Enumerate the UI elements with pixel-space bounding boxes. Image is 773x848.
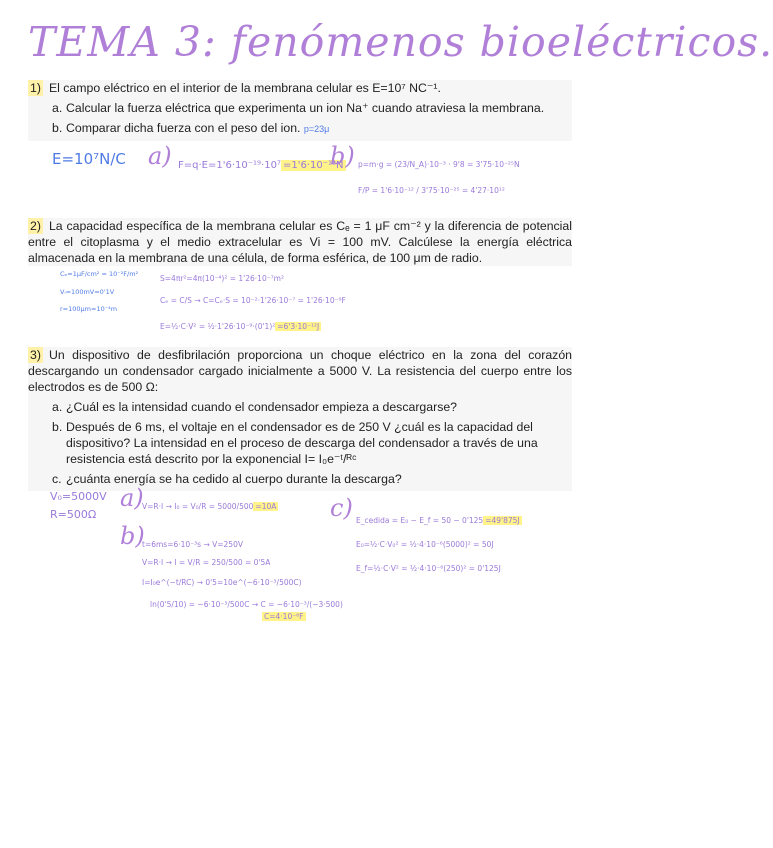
list-item: a. Calcular la fuerza eléctrica que experimenta un ion Na⁺ cuando atraviesa la membrana. (52, 101, 545, 115)
capacitance-equation: Cₑ = C/S → C=Cₑ·S = 10⁻²·1'26·10⁻⁷ = 1'26·10⁻⁹F (160, 296, 346, 305)
question-1 (28, 80, 572, 141)
list-item: b. Comparar dicha fuerza con el peso del ion. p=23μ (52, 121, 330, 135)
page-title: TEMA 3: fenómenos bioeléctricos. (28, 18, 773, 66)
list-item: b. Después de 6 ms, el voltaje en el condensador es de 250 V ¿cuál es la capacidad del dispositivo? La intensidad en el proceso de descarga del condensador a través de una resistencia está descrito por la exponencial I= I₀e⁻ᵗ/ᴿᶜ (52, 420, 538, 466)
initial-energy-equation: E₀=½·C·V₀² = ½·4·10⁻⁶(5000)² = 50J (356, 540, 494, 549)
current-equation: V=R·I → I₀ = V₀/R = 5000/500 =10A (142, 502, 277, 511)
given-radius: r=100μm=10⁻⁴m (60, 305, 118, 313)
question-2-text: 2) La capacidad específica de la membrana celular es Cₑ = 1 μF cm⁻² y la diferencia de potencial entre el citoplasma y el medio extracelular es Vi = 100 mV. Calcúlese la energía eléctrica almacenada en la membrana de una célula, de forma esférica, de 100 μm de radio. (28, 219, 572, 265)
question-1-items (28, 100, 572, 137)
part-a-label: a) (148, 142, 172, 170)
result-highlight: C=4·10⁻⁶F (264, 612, 304, 621)
part-b-label: b) (330, 142, 355, 170)
list-item: c. ¿cuánta energía se ha cedido al cuerpo durante la descarga? (52, 472, 402, 486)
result-highlight: =6'3·10⁻¹²J (277, 322, 320, 331)
result-highlight: =49'875J (485, 516, 520, 525)
time-conversion: t=6ms=6·10⁻³s → V=250V (142, 540, 243, 549)
q1-ratio-equation: F/P = 1'6·10⁻¹² / 3'75·10⁻²⁵ = 4'27·10¹² (358, 186, 505, 195)
exponential-equation: I=I₀e^(−t/RC) → 0'5=10e^(−6·10⁻³/500C) (142, 578, 302, 587)
q1-weight-equation: p=m·g = (23/N_A)·10⁻³ · 9'8 = 3'75·10⁻²⁵N (358, 160, 520, 169)
question-1-text: 1) El campo eléctrico en el interior de la membrana celular es E=10⁷ NC⁻¹. (30, 81, 441, 95)
list-item: a. ¿Cuál es la intensidad cuando el condensador empieza a descargarse? (52, 400, 458, 414)
question-2-number: 2) (30, 219, 41, 233)
log-equation: ln(0'5/10) = −6·10⁻³/500C → C = −6·10⁻³/(−3·500) (150, 600, 343, 609)
question-3-number: 3) (30, 348, 41, 362)
energy-equation: E=½·C·V² = ½·1'26·10⁻⁹·(0'1)² =6'3·10⁻¹²J (160, 322, 320, 331)
current-at-time: V=R·I → I = V/R = 250/500 = 0'5A (142, 558, 271, 567)
part-a-label: a) (120, 484, 144, 512)
question-3-text: 3) Un dispositivo de desfibrilación proporciona un choque eléctrico en la zona del corazón descargando un condensador cargado inicialmente a 5000 V. La resistencia del cuerpo entre los electrodos es de 500 Ω: (28, 348, 572, 394)
part-b-label: b) (120, 522, 145, 550)
given-resistance: R=500Ω (50, 508, 97, 521)
given-voltage: Vᵢ=100mV=0'1V (60, 288, 115, 296)
given-field: E=10⁷N/C (52, 150, 126, 168)
final-energy-equation: E_f=½·C·V² = ½·4·10⁻⁶(250)² = 0'125J (356, 564, 501, 573)
surface-equation: S=4πr²=4π(10⁻⁴)² = 1'26·10⁻⁷m² (160, 274, 284, 283)
energy-released-equation: E_cedida = E₀ − E_f = 50 − 0'125 =49'875J (356, 516, 520, 525)
result-highlight: =10A (255, 502, 277, 511)
question-2 (28, 218, 572, 266)
question-1-number: 1) (30, 81, 41, 95)
handwritten-note: p=23μ (303, 124, 330, 134)
result-highlight: =1'6·10⁻¹²N (282, 160, 344, 171)
given-capacitance: Cₑ=1μF/cm² = 10⁻²F/m² (60, 270, 139, 278)
question-3-items (28, 399, 572, 487)
question-3 (28, 347, 572, 491)
part-c-label: c) (330, 494, 353, 522)
q1-force-equation: F=q·E=1'6·10⁻¹⁹·10⁷ =1'6·10⁻¹²N (178, 160, 344, 171)
capacitance-result (262, 612, 306, 621)
given-initial-voltage: V₀=5000V (50, 490, 107, 503)
